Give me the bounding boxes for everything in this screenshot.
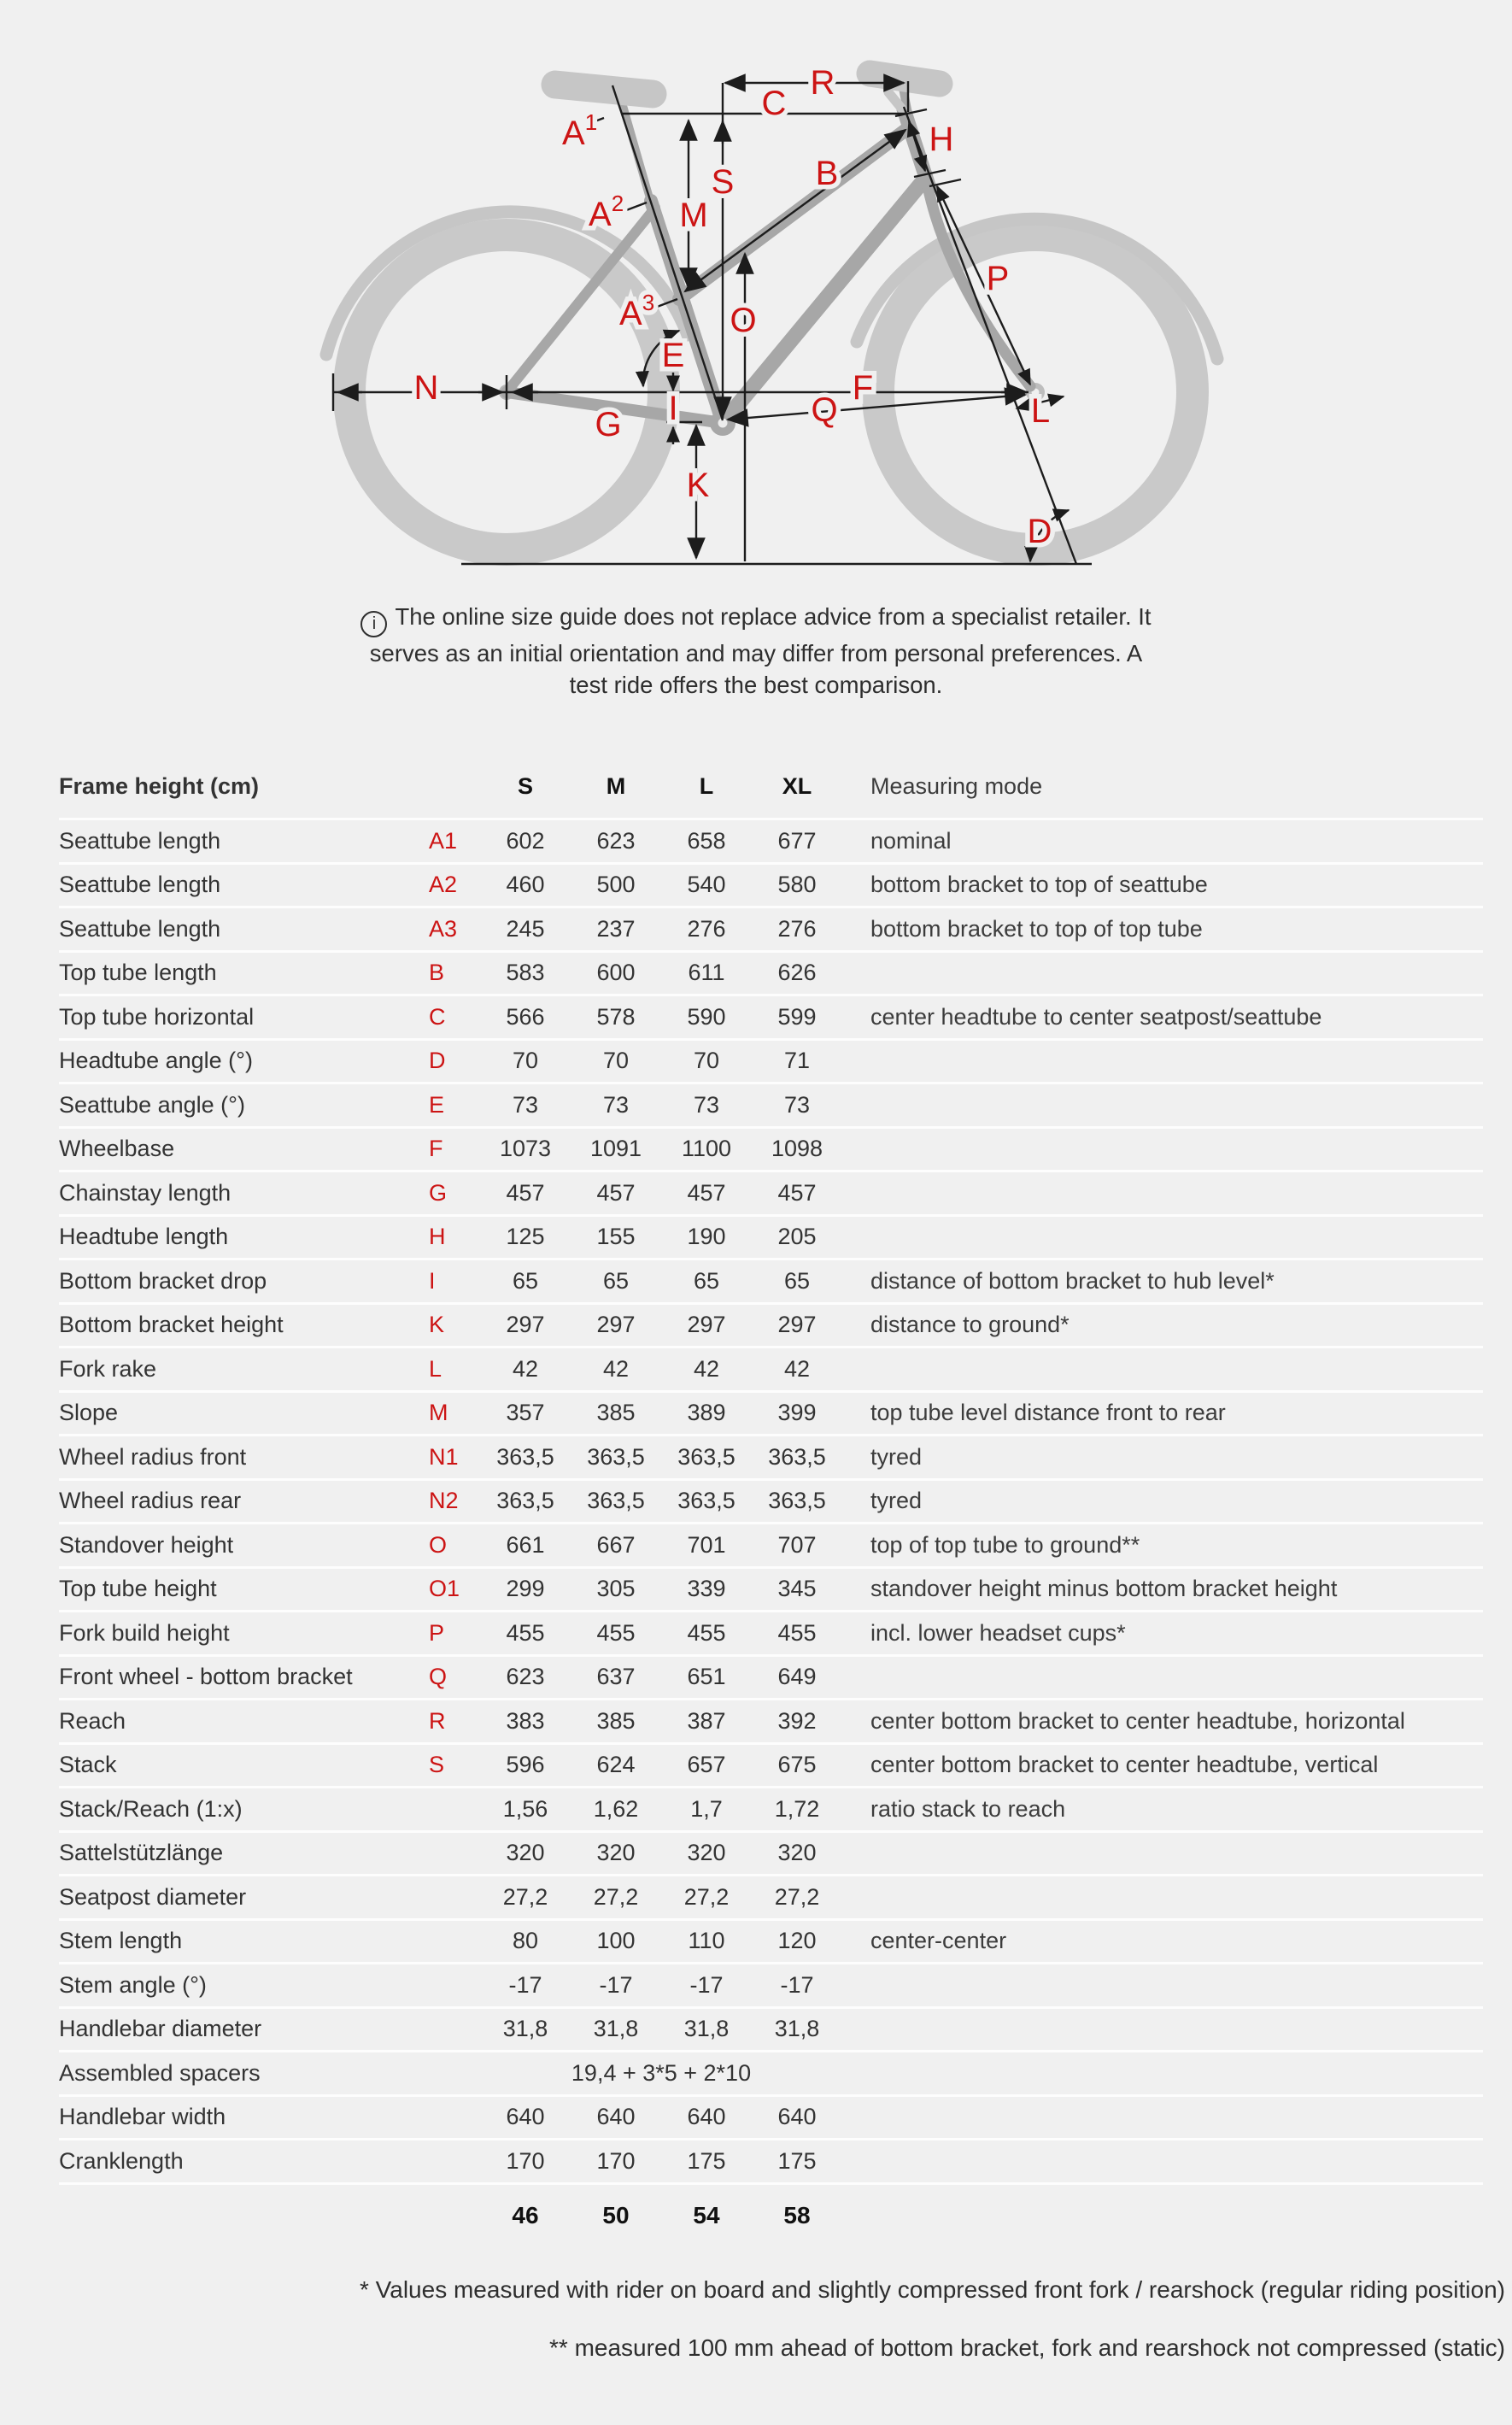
row-letter: N1 — [429, 1443, 459, 1470]
row-measuring-mode: incl. lower headset cups* — [870, 1619, 1126, 1646]
row-label: Headtube angle (°) — [59, 1048, 253, 1074]
row-label: Front wheel - bottom bracket — [59, 1664, 353, 1690]
row-value: 320 — [506, 1840, 545, 1866]
row-label: Seattube length — [59, 872, 221, 898]
row-letter: A3 — [429, 915, 458, 942]
row-value: 175 — [777, 2147, 817, 2174]
row-value: 125 — [506, 1224, 545, 1250]
row-label: Top tube horizontal — [59, 1003, 255, 1030]
row-value: 320 — [777, 1840, 817, 1866]
row-value: -17 — [780, 1971, 814, 1998]
header-frame-height: Frame height (cm) — [59, 773, 260, 799]
table-row — [59, 1964, 1483, 2009]
row-letter: E — [429, 1091, 445, 1118]
row-value: 363,5 — [496, 1488, 554, 1514]
row-letter: P — [429, 1619, 445, 1646]
footer-size-xl: 58 — [783, 2201, 811, 2228]
table-row — [59, 1745, 1483, 1789]
row-value: 600 — [596, 960, 636, 986]
row-measuring-mode: top of top tube to ground** — [870, 1531, 1140, 1558]
row-value-span: 19,4 + 3*5 + 2*10 — [571, 2059, 752, 2086]
row-measuring-mode: top tube level distance front to rear — [870, 1400, 1226, 1426]
row-value: 623 — [596, 827, 636, 854]
table-row — [59, 1217, 1483, 1261]
table-row — [59, 1833, 1483, 1877]
header-size-l: L — [699, 773, 714, 799]
row-label: Standover height — [59, 1531, 234, 1558]
table-row — [59, 1481, 1483, 1525]
footnote-single-asterisk: * Values measured with rider on board and slightly compressed front fork / rearshock (regular riding position) — [359, 2276, 1505, 2303]
row-value: 305 — [596, 1576, 636, 1602]
row-letter: L — [429, 1355, 442, 1382]
row-label: Wheel radius front — [59, 1443, 247, 1470]
row-value: 276 — [687, 915, 726, 942]
row-letter: A2 — [429, 872, 458, 898]
row-measuring-mode: distance to ground* — [870, 1312, 1070, 1338]
row-value: 65 — [512, 1267, 539, 1294]
row-letter: A1 — [429, 827, 458, 854]
row-measuring-mode: bottom bracket to top of seattube — [870, 872, 1208, 898]
row-value: 455 — [506, 1619, 545, 1646]
row-value: 602 — [506, 827, 545, 854]
row-value: 42 — [512, 1355, 539, 1382]
row-value: 170 — [506, 2147, 545, 2174]
row-letter: O — [429, 1531, 448, 1558]
table-header — [59, 755, 1483, 820]
info-text: test ride offers the best comparison. — [569, 672, 943, 698]
row-value: 667 — [596, 1531, 636, 1558]
row-letter: F — [429, 1136, 443, 1162]
table-row — [59, 1172, 1483, 1217]
row-measuring-mode: center bottom bracket to center headtube, vertical — [870, 1752, 1379, 1778]
row-value: 31,8 — [593, 2016, 639, 2042]
row-value: 345 — [777, 1576, 817, 1602]
row-value: 70 — [602, 1048, 630, 1074]
row-measuring-mode: center-center — [870, 1928, 1007, 1954]
row-value: 320 — [596, 1840, 636, 1866]
row-letter: K — [429, 1312, 445, 1338]
row-label: Bottom bracket height — [59, 1312, 284, 1338]
row-label: Assembled spacers — [59, 2059, 261, 2086]
row-value: 1,56 — [502, 1795, 548, 1822]
row-value: 73 — [693, 1091, 720, 1118]
table-row — [59, 2097, 1483, 2141]
label-s: S — [711, 163, 735, 201]
row-label: Cranklength — [59, 2147, 184, 2174]
row-value: 460 — [506, 872, 545, 898]
row-value: 363,5 — [496, 1443, 554, 1470]
row-letter: Q — [429, 1664, 448, 1690]
front-wheel — [857, 219, 1217, 549]
row-letter: O1 — [429, 1576, 460, 1602]
row-value: 65 — [602, 1267, 630, 1294]
label-b: B — [815, 155, 839, 192]
row-value: 387 — [687, 1707, 726, 1734]
row-value: 363,5 — [768, 1443, 826, 1470]
row-value: 385 — [596, 1707, 636, 1734]
label-l: L — [1030, 392, 1051, 430]
table-row — [59, 820, 1483, 865]
table-row — [59, 1348, 1483, 1393]
label-k: K — [686, 467, 710, 504]
row-value: 385 — [596, 1400, 636, 1426]
info-line — [0, 601, 1512, 637]
row-label: Stack — [59, 1752, 117, 1778]
table-footer-sizes — [59, 2193, 1483, 2238]
row-value: 640 — [596, 2104, 636, 2130]
row-value: 297 — [596, 1312, 636, 1338]
row-value: 339 — [687, 1576, 726, 1602]
row-value: 455 — [596, 1619, 636, 1646]
row-value: 590 — [687, 1003, 726, 1030]
row-value: 363,5 — [587, 1443, 645, 1470]
row-value: 661 — [506, 1531, 545, 1558]
row-value: 363,5 — [677, 1443, 735, 1470]
table-row — [59, 1084, 1483, 1129]
row-value: 65 — [783, 1267, 811, 1294]
label-o: O — [730, 302, 757, 339]
row-value: -17 — [599, 1971, 633, 1998]
label-g: G — [595, 406, 622, 443]
label-i: I — [668, 390, 678, 427]
table-row — [59, 1700, 1483, 1745]
row-label: Reach — [59, 1707, 126, 1734]
row-value: 297 — [506, 1312, 545, 1338]
row-letter: I — [429, 1267, 436, 1294]
row-value: 70 — [512, 1048, 539, 1074]
row-value: 73 — [783, 1091, 811, 1118]
row-value: 237 — [596, 915, 636, 942]
row-value: 640 — [777, 2104, 817, 2130]
row-label: Fork build height — [59, 1619, 230, 1646]
row-value: 707 — [777, 1531, 817, 1558]
row-value: 70 — [693, 1048, 720, 1074]
row-label: Bottom bracket drop — [59, 1267, 267, 1294]
row-value: 583 — [506, 960, 545, 986]
row-measuring-mode: nominal — [870, 827, 952, 854]
table-row — [59, 1524, 1483, 1569]
row-value: 651 — [687, 1664, 726, 1690]
row-measuring-mode: center bottom bracket to center headtube, horizontal — [870, 1707, 1405, 1734]
table-row — [59, 1436, 1483, 1481]
label-a1: $A^1$ — [562, 109, 598, 152]
row-label: Seatpost diameter — [59, 1883, 247, 1910]
row-value: 599 — [777, 1003, 817, 1030]
label-q: Q — [811, 391, 838, 429]
row-label: Seattube angle (°) — [59, 1091, 245, 1118]
table-row — [59, 2140, 1483, 2185]
row-value: 657 — [687, 1752, 726, 1778]
row-value: 500 — [596, 872, 636, 898]
row-value: 155 — [596, 1224, 636, 1250]
row-value: 1,72 — [774, 1795, 820, 1822]
table-row — [59, 1260, 1483, 1305]
row-label: Fork rake — [59, 1355, 157, 1382]
info-note — [0, 601, 1512, 702]
label-a2: $A^2$ — [589, 191, 624, 233]
row-value: 299 — [506, 1576, 545, 1602]
row-value: 455 — [687, 1619, 726, 1646]
row-letter: B — [429, 960, 445, 986]
table-row — [59, 865, 1483, 909]
row-label: Top tube length — [59, 960, 217, 986]
table-row — [59, 1788, 1483, 1833]
row-value: 100 — [596, 1928, 636, 1954]
label-d: D — [1027, 513, 1052, 550]
table-row — [59, 1393, 1483, 1437]
row-value: 1,62 — [593, 1795, 639, 1822]
row-value: 31,8 — [774, 2016, 820, 2042]
footer-size-m: 50 — [602, 2201, 630, 2228]
row-value: 363,5 — [768, 1488, 826, 1514]
row-value: 73 — [602, 1091, 630, 1118]
row-letter: C — [429, 1003, 446, 1030]
row-measuring-mode: standover height minus bottom bracket height — [870, 1576, 1338, 1602]
row-value: 42 — [602, 1355, 630, 1382]
row-value: 65 — [693, 1267, 720, 1294]
row-value: 578 — [596, 1003, 636, 1030]
diagram-labels — [414, 64, 1052, 550]
table-row — [59, 1041, 1483, 1085]
row-value: 71 — [783, 1048, 811, 1074]
row-label: Wheel radius rear — [59, 1488, 242, 1514]
footnote-double-asterisk: ** measured 100 mm ahead of bottom bracket, fork and rearshock not compressed (static) — [549, 2334, 1505, 2361]
row-value: 363,5 — [677, 1488, 735, 1514]
row-letter: R — [429, 1707, 446, 1734]
row-label: Handlebar diameter — [59, 2016, 262, 2042]
row-value: 624 — [596, 1752, 636, 1778]
table-row — [59, 1569, 1483, 1613]
row-value: 457 — [506, 1179, 545, 1206]
label-m: M — [679, 197, 708, 234]
label-f: F — [852, 369, 874, 407]
row-value: 363,5 — [587, 1488, 645, 1514]
label-p: P — [986, 260, 1010, 297]
row-measuring-mode: center headtube to center seatpost/seattube — [870, 1003, 1322, 1030]
row-label: Seattube length — [59, 915, 221, 942]
table-row — [59, 1876, 1483, 1921]
row-value: 276 — [777, 915, 817, 942]
row-value: 383 — [506, 1707, 545, 1734]
row-value: 320 — [687, 1840, 726, 1866]
row-label: Seattube length — [59, 827, 221, 854]
row-value: 297 — [777, 1312, 817, 1338]
table-body — [59, 820, 1483, 2185]
label-r: R — [810, 64, 835, 102]
row-value: 27,2 — [774, 1883, 820, 1910]
row-value: 31,8 — [502, 2016, 548, 2042]
top-tube-arrow — [685, 130, 905, 291]
saddle — [555, 85, 653, 94]
row-value: 580 — [777, 872, 817, 898]
table-row — [59, 1921, 1483, 1965]
table-row — [59, 953, 1483, 997]
row-value: 245 — [506, 915, 545, 942]
row-value: 27,2 — [593, 1883, 639, 1910]
row-value: 677 — [777, 827, 817, 854]
row-measuring-mode: tyred — [870, 1488, 923, 1514]
bike-geometry-diagram — [0, 0, 1512, 598]
label-c: C — [761, 85, 787, 122]
row-value: 658 — [687, 827, 726, 854]
row-label: Stem angle (°) — [59, 1971, 207, 1998]
row-value: 623 — [506, 1664, 545, 1690]
footer-size-l: 54 — [693, 2201, 720, 2228]
row-value: 392 — [777, 1707, 817, 1734]
label-a3: $A^3$ — [619, 290, 655, 332]
row-value: 649 — [777, 1664, 817, 1690]
row-value: -17 — [508, 1971, 542, 1998]
row-value: 42 — [783, 1355, 811, 1382]
row-value: 637 — [596, 1664, 636, 1690]
row-value: 110 — [688, 1928, 725, 1954]
label-h: H — [929, 120, 954, 158]
table-row — [59, 1612, 1483, 1657]
row-value: 170 — [596, 2147, 636, 2174]
row-value: 297 — [687, 1312, 726, 1338]
row-label: Stack/Reach (1:x) — [59, 1795, 243, 1822]
row-letter: H — [429, 1224, 446, 1250]
row-value: 1100 — [681, 1136, 732, 1162]
row-label: Handlebar width — [59, 2104, 226, 2130]
row-letter: D — [429, 1048, 446, 1074]
row-value: 27,2 — [502, 1883, 548, 1910]
table-row — [59, 2052, 1483, 2097]
row-value: 1,7 — [690, 1795, 723, 1822]
row-value: 42 — [693, 1355, 720, 1382]
row-label: Headtube length — [59, 1224, 229, 1250]
header-size-m: M — [606, 773, 626, 799]
row-value: 1073 — [499, 1136, 552, 1162]
table-row — [59, 1305, 1483, 1349]
row-value: -17 — [689, 1971, 724, 1998]
row-measuring-mode: tyred — [870, 1443, 923, 1470]
row-value: 175 — [687, 2147, 726, 2174]
row-label: Slope — [59, 1400, 119, 1426]
row-value: 357 — [506, 1400, 545, 1426]
row-value: 1091 — [589, 1136, 642, 1162]
row-value: 457 — [777, 1179, 817, 1206]
row-value: 73 — [512, 1091, 539, 1118]
row-value: 626 — [777, 960, 817, 986]
header-measuring-mode: Measuring mode — [870, 773, 1043, 799]
label-e: E — [661, 337, 685, 374]
table-row — [59, 1657, 1483, 1701]
row-value: 640 — [506, 2104, 545, 2130]
label-n: N — [413, 369, 439, 407]
row-value: 675 — [777, 1752, 817, 1778]
row-value: 80 — [512, 1928, 539, 1954]
row-value: 596 — [506, 1752, 545, 1778]
row-value: 611 — [688, 960, 725, 986]
row-label: Sattelstützlänge — [59, 1840, 224, 1866]
row-measuring-mode: bottom bracket to top of top tube — [870, 915, 1203, 942]
table-row — [59, 908, 1483, 953]
row-letter: N2 — [429, 1488, 459, 1514]
info-icon: i — [360, 611, 387, 637]
row-letter: M — [429, 1400, 448, 1426]
row-letter: G — [429, 1179, 448, 1206]
header-size-s: S — [517, 773, 533, 799]
row-value: 399 — [777, 1400, 817, 1426]
row-value: 701 — [687, 1531, 726, 1558]
row-value: 455 — [777, 1619, 817, 1646]
row-value: 389 — [687, 1400, 726, 1426]
row-measuring-mode: ratio stack to reach — [870, 1795, 1066, 1822]
row-letter: S — [429, 1752, 445, 1778]
saddle-and-grip — [555, 73, 940, 111]
table-row — [59, 2009, 1483, 2053]
row-value: 190 — [687, 1224, 726, 1250]
row-label: Top tube height — [59, 1576, 217, 1602]
row-value: 566 — [506, 1003, 545, 1030]
row-measuring-mode: distance of bottom bracket to hub level* — [870, 1267, 1275, 1294]
geometry-table — [39, 755, 1483, 2238]
table-row — [59, 996, 1483, 1041]
table-row — [59, 1129, 1483, 1173]
row-value: 457 — [687, 1179, 726, 1206]
row-value: 457 — [596, 1179, 636, 1206]
row-value: 31,8 — [683, 2016, 730, 2042]
row-value: 27,2 — [683, 1883, 730, 1910]
header-size-xl: XL — [782, 773, 812, 799]
footer-size-s: 46 — [512, 2201, 539, 2228]
row-value: 1098 — [771, 1136, 823, 1162]
info-text: serves as an initial orientation and may differ from personal preferences. A — [369, 639, 1143, 666]
row-label: Chainstay length — [59, 1179, 231, 1206]
row-value: 540 — [687, 872, 726, 898]
row-value: 205 — [777, 1224, 817, 1250]
row-label: Stem length — [59, 1928, 183, 1954]
row-value: 120 — [777, 1928, 817, 1954]
measurement-lines — [333, 81, 1092, 564]
row-value: 640 — [687, 2104, 726, 2130]
row-label: Wheelbase — [59, 1136, 175, 1162]
info-text: The online size guide does not replace advice from a specialist retailer. It — [395, 603, 1152, 630]
